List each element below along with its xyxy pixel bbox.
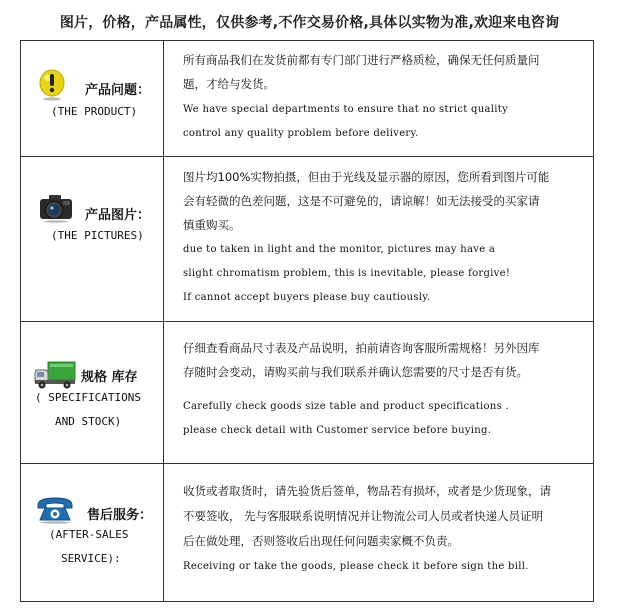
row-label-en: (THE PRODUCT) (51, 105, 138, 118)
content-line: If cannot accept buyers please buy cautiously. (183, 292, 431, 303)
content-line: 存随时会变动，请购买前与我们联系并确认您需要的尺寸是否有货。 (183, 365, 528, 379)
content-line: 会有轻微的色差问题，这是不可避免的，请谅解！如无法接受的买家请 (183, 194, 540, 208)
camera-icon (39, 193, 73, 223)
row-content-cell (164, 157, 593, 321)
row-label-en: AND STOCK) (55, 415, 122, 428)
telephone-icon (35, 496, 75, 524)
content-line: control any quality problem before delivery. (183, 128, 419, 139)
content-line: 题，才给与发货。 (183, 77, 275, 91)
row-label-cell (21, 157, 164, 321)
row-content-cell (164, 41, 593, 156)
row-label-cn: 产品图片： (85, 208, 151, 223)
info-table (20, 40, 594, 602)
content-line: 不要签收， 先与客服联系说明情况并让物流公司人员或者快递人员证明 (183, 509, 544, 523)
warning-icon (39, 69, 65, 101)
content-line: please check detail with Customer service before buying. (183, 425, 492, 436)
content-line: Receiving or take the goods, please check it before sign the bill. (183, 561, 529, 572)
content-line: 图片均100%实物拍摄，但由于光线及显示器的原因，您所看到图片可能 (183, 170, 550, 184)
table-row-product (21, 41, 593, 157)
row-label-cell (21, 41, 164, 156)
row-label-cn: 产品问题： (85, 83, 151, 98)
page-title: 图片，价格，产品属性，仅供参考,不作交易价格,具体以实物为准,欢迎来电咨询 (59, 15, 560, 31)
row-content-cell (164, 322, 593, 463)
content-line: 所有商品我们在发货前都有专门部门进行严格质检，确保无任何质量问 (183, 53, 540, 67)
row-content-cell (164, 464, 593, 601)
row-label-en: (AFTER-SALES (49, 528, 129, 541)
row-label-cn: 规格 库存 (81, 370, 138, 385)
content-line: 收货或者取货时，请先验货后签单，物品若有损坏，或者是少货现象，请 (183, 484, 551, 498)
content-line: We have special departments to ensure that no strict quality (183, 104, 509, 115)
table-row-after-sales (21, 464, 593, 601)
row-label-cell (21, 464, 164, 601)
table-row-specifications (21, 322, 593, 464)
content-line: due to taken in light and the monitor, pictures may have a (183, 244, 496, 255)
table-row-pictures (21, 157, 593, 322)
truck-icon (33, 360, 77, 390)
content-line: 后在做处理，否则签收后出现任何问题卖家概不负责。 (183, 534, 459, 548)
content-line: Carefully check goods size table and product specifications . (183, 401, 510, 412)
content-line: 仔细查看商品尺寸表及产品说明，拍前请咨询客服所需规格！另外因库 (183, 341, 540, 355)
content-line: 慎重购买。 (183, 218, 241, 232)
row-label-cn: 售后服务： (87, 508, 153, 523)
content-line: slight chromatism problem, this is inevitable, please forgive! (183, 268, 511, 279)
row-label-en: SERVICE): (61, 552, 121, 565)
row-label-cell (21, 322, 164, 463)
row-label-en: (THE PICTURES) (51, 229, 144, 242)
row-label-en: ( SPECIFICATIONS (35, 391, 141, 404)
